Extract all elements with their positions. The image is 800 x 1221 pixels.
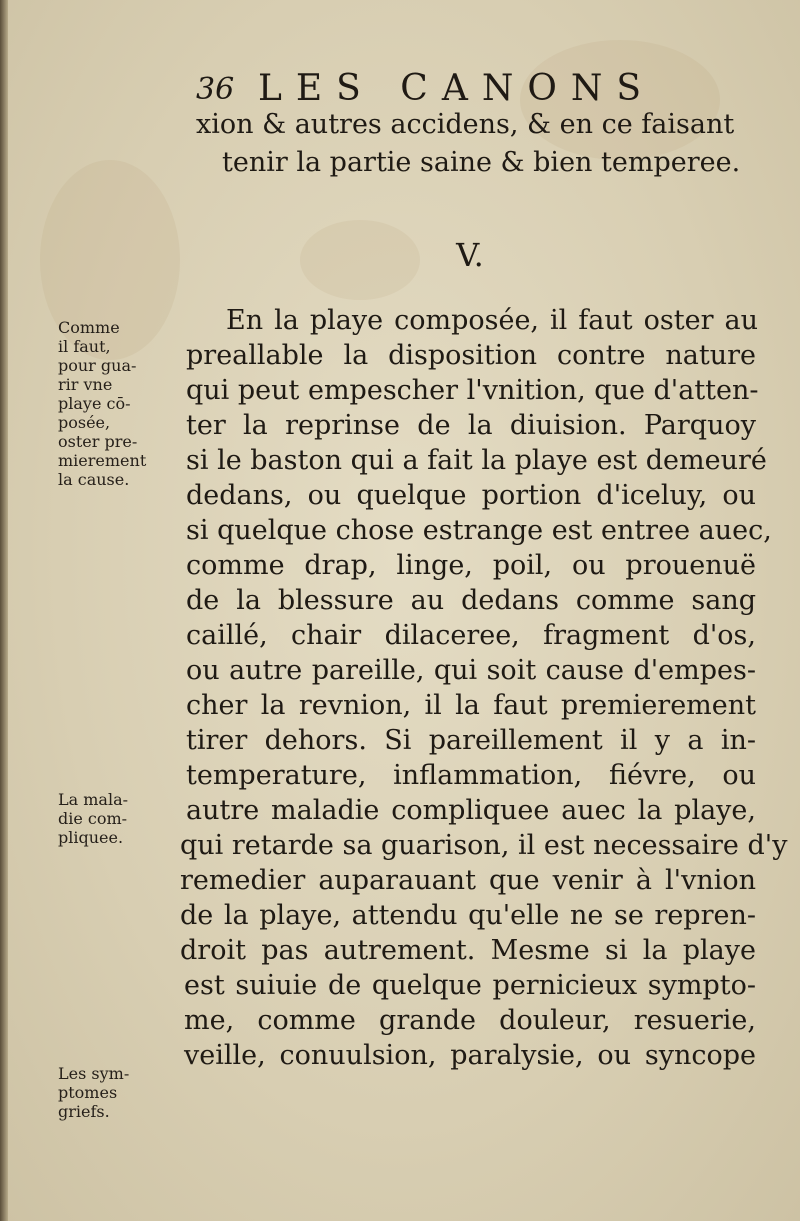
text-line: En la playe composée, il faut oster au (226, 305, 758, 336)
text-line: droit pas autrement. Mesme si la playe (180, 935, 756, 966)
text-line: temperature, inflammation, fiévre, ou (186, 760, 756, 791)
text-line: autre maladie compliquee auec la playe, (186, 795, 756, 826)
margin-note-line: playe cō- (58, 394, 131, 413)
text-line: dedans, ou quelque portion d'iceluy, ou (186, 480, 756, 511)
margin-note (58, 790, 186, 847)
text-line: de la playe, attendu qu'elle ne se repren- (180, 900, 756, 931)
margin-note-line: posée, (58, 413, 111, 432)
text-line: est suiuie de quelque pernicieux sympto- (184, 970, 756, 1001)
margin-note (58, 1064, 186, 1121)
text-line: cher la revnion, il la faut premierement (186, 690, 756, 721)
section-number: V. (456, 236, 484, 274)
margin-note-line: Comme (58, 318, 120, 337)
text-line: remedier auparauant que venir à l'vnion (180, 865, 756, 896)
text-line: qui retarde sa guarison, il est necessaire d'y (180, 830, 788, 861)
text-line: tenir la partie saine & bien temperee. (222, 147, 741, 178)
margin-note-line: mierement (58, 451, 147, 470)
text-line: si le baston qui a fait la playe est demeuré (186, 445, 767, 476)
margin-note-line: rir vne (58, 375, 113, 394)
margin-note-line: la cause. (58, 470, 130, 489)
margin-note-line: La mala- (58, 790, 129, 809)
text-line: xion & autres accidens, & en ce faisant (196, 109, 735, 140)
text-line: ter la reprinse de la diuision. Parquoy (186, 410, 756, 441)
margin-note-line: Les sym- (58, 1064, 130, 1083)
text-line: me, comme grande douleur, resuerie, (184, 1005, 756, 1036)
margin-note-line: ptomes (58, 1083, 118, 1102)
text-line: ou autre pareille, qui soit cause d'empes- (186, 655, 756, 686)
margin-note-line: il faut, (58, 337, 111, 356)
running-title: LES CANONS (258, 68, 656, 109)
text-line: si quelque chose estrange est entree auec, (186, 515, 772, 546)
margin-note (58, 318, 186, 489)
text-line: preallable la disposition contre nature (186, 340, 756, 371)
text-line: veille, conuulsion, paralysie, ou syncope (184, 1040, 756, 1071)
margin-note-line: die com- (58, 809, 128, 828)
margin-note-line: oster pre- (58, 432, 138, 451)
text-line: comme drap, linge, poil, ou prouenuë (186, 550, 756, 581)
text-line: tirer dehors. Si pareillement il y a in- (186, 725, 756, 756)
margin-note-line: pour gua- (58, 356, 137, 375)
text-line: de la blessure au dedans comme sang (186, 585, 756, 616)
margin-note-line: pliquee. (58, 828, 124, 847)
text-line: qui peut empescher l'vnition, que d'atten- (186, 375, 759, 406)
page-number: 36 (196, 72, 235, 107)
margin-note-line: griefs. (58, 1102, 110, 1121)
text-line: caillé, chair dilaceree, fragment d'os, (186, 620, 756, 651)
